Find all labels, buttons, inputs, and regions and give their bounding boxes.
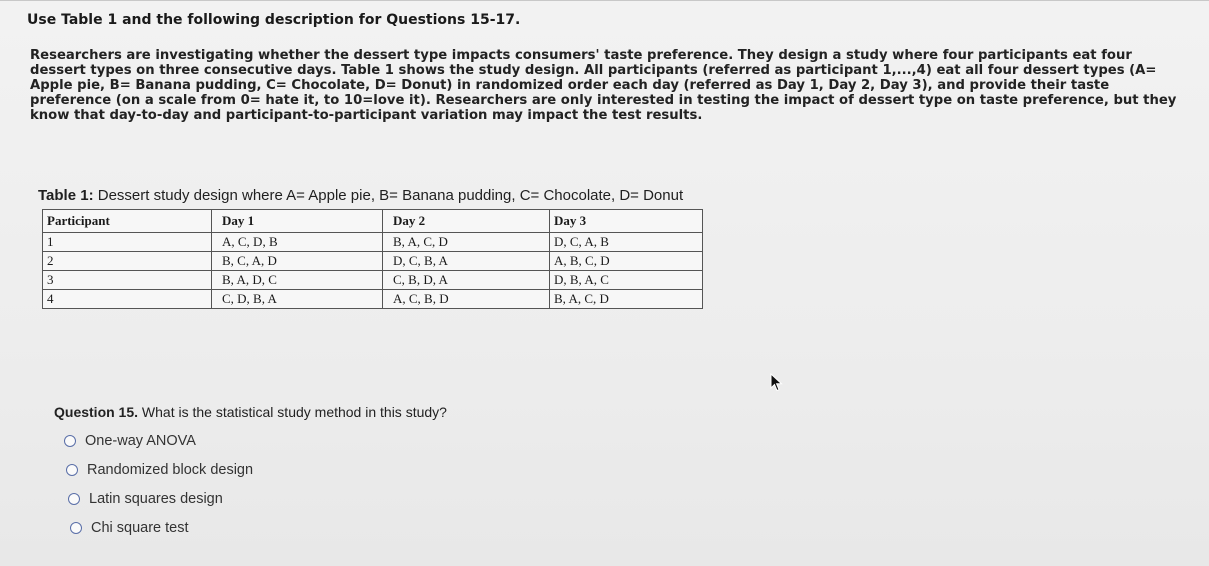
cell-day-2: B, A, C, D xyxy=(383,233,550,252)
table-caption-text: Dessert study design where A= Apple pie, B= Banana pudding, C= Chocolate, D= Donut xyxy=(93,187,684,204)
cell-day-3: B, A, C, D xyxy=(550,290,703,309)
option-label: One-way ANOVA xyxy=(85,433,196,449)
cell-day-3: D, B, A, C xyxy=(550,271,703,290)
cell-day-2: A, C, B, D xyxy=(383,290,550,309)
cell-day-1: B, C, A, D xyxy=(212,252,383,271)
option-one-way-anova[interactable] xyxy=(64,431,196,451)
table-row xyxy=(43,271,703,290)
table-caption-label: Table 1: xyxy=(38,187,94,204)
radio-circle-icon[interactable] xyxy=(64,435,76,447)
mouse-pointer-icon xyxy=(770,373,784,393)
cell-day-1: A, C, D, B xyxy=(212,233,383,252)
option-randomized-block-design[interactable] xyxy=(66,460,253,480)
option-label: Latin squares design xyxy=(89,491,223,507)
cell-day-3: A, B, C, D xyxy=(550,252,703,271)
cell-day-2: D, C, B, A xyxy=(383,252,550,271)
table-row xyxy=(43,290,703,309)
table-caption xyxy=(38,187,683,204)
question-text: What is the statistical study method in this study? xyxy=(138,404,447,420)
header-participant: Participant xyxy=(43,210,212,233)
radio-circle-icon[interactable] xyxy=(70,522,82,534)
cell-participant: 3 xyxy=(43,271,212,290)
study-description: Researchers are investigating whether the dessert type impacts consumers' taste preference. They design a study where four participants eat four dessert types on three consecutive days. Table 1 shows the study design. All participants (referred as participant 1,...,4) eat all four dessert types (A= Apple pie, B= Banana pudding, C= Chocolate, D= Donut) in randomized order each day (referred as Day 1, Day 2, Day 3), and provide their taste preference (on a scale from 0= hate it, to 10=love it). Researchers are only interested in testing the impact of dessert type on taste preference, but they know that day-to-day and participant-to-participant variation may impact the test results. xyxy=(30,48,1177,123)
cell-day-1: C, D, B, A xyxy=(212,290,383,309)
cell-day-2: C, B, D, A xyxy=(383,271,550,290)
table-header-row xyxy=(43,210,703,233)
option-label: Randomized block design xyxy=(87,462,254,478)
radio-circle-icon[interactable] xyxy=(68,493,80,505)
cell-day-3: D, C, A, B xyxy=(550,233,703,252)
radio-circle-icon[interactable] xyxy=(66,464,78,476)
instructions-heading: Use Table 1 and the following description for Questions 15-17. xyxy=(27,12,521,28)
header-day-2: Day 2 xyxy=(383,210,550,233)
option-chi-square-test[interactable] xyxy=(70,518,189,538)
top-divider xyxy=(0,0,1209,1)
study-design-table xyxy=(42,209,703,309)
option-latin-squares-design[interactable] xyxy=(68,489,223,509)
cell-participant: 1 xyxy=(43,233,212,252)
option-label: Chi square test xyxy=(91,520,189,536)
cell-participant: 4 xyxy=(43,290,212,309)
header-day-1: Day 1 xyxy=(212,210,383,233)
question-label: Question 15. xyxy=(54,404,139,420)
question-prompt xyxy=(54,404,447,420)
header-day-3: Day 3 xyxy=(550,210,703,233)
cell-day-1: B, A, D, C xyxy=(212,271,383,290)
table-row xyxy=(43,252,703,271)
table-row xyxy=(43,233,703,252)
cell-participant: 2 xyxy=(43,252,212,271)
